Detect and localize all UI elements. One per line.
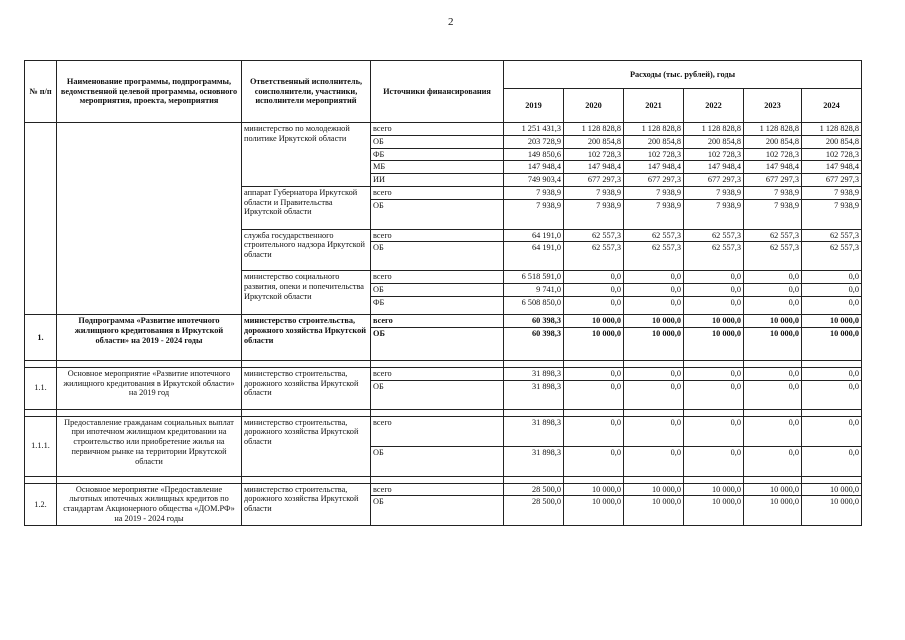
header-year: 2024 [802,89,862,123]
funding-source: ОБ [371,284,504,297]
expense-value: 6 508 850,0 [504,297,564,315]
expense-value: 0,0 [684,297,744,315]
expense-value: 62 557,3 [802,229,862,242]
expense-value: 0,0 [564,284,624,297]
table-row [25,416,862,446]
expense-value: 677 297,3 [684,174,744,187]
program-name [57,229,242,271]
spacer-cell [25,360,57,367]
expense-value: 64 191,0 [504,242,564,271]
expense-value: 0,0 [802,446,862,476]
expense-value: 149 850,6 [504,148,564,161]
expense-value: 200 854,8 [684,135,744,148]
expense-value: 62 557,3 [624,242,684,271]
spacer-cell [564,360,624,367]
expense-value: 62 557,3 [684,242,744,271]
expense-value: 147 948,4 [564,161,624,174]
responsible-executor: служба государственного строительного надзора Иркутской области [242,229,371,271]
row-number: 1.1.1. [25,416,57,476]
expense-value: 62 557,3 [684,229,744,242]
funding-source: ФБ [371,297,504,315]
expense-value: 10 000,0 [564,483,624,496]
expense-value: 102 728,3 [684,148,744,161]
expense-value: 0,0 [564,446,624,476]
expense-value: 0,0 [802,297,862,315]
expense-value: 64 191,0 [504,229,564,242]
expense-value: 0,0 [624,416,684,446]
responsible-executor: министерство строительства, дорожного хозяйства Иркутской области [242,483,371,526]
expense-value: 677 297,3 [802,174,862,187]
header-year: 2020 [564,89,624,123]
expense-value: 0,0 [684,446,744,476]
expense-value: 677 297,3 [564,174,624,187]
expense-value: 62 557,3 [564,242,624,271]
expense-value: 677 297,3 [744,174,802,187]
responsible-executor: министерство строительства, дорожного хозяйства Иркутской области [242,367,371,409]
table-row [25,186,862,199]
table-row [25,123,862,136]
header-year: 2022 [684,89,744,123]
expense-value: 10 000,0 [802,315,862,328]
expense-value: 0,0 [684,271,744,284]
expense-value: 10 000,0 [802,496,862,526]
expense-value: 7 938,9 [744,199,802,229]
expense-value: 7 938,9 [802,199,862,229]
expense-value: 0,0 [802,271,862,284]
expense-value: 0,0 [802,367,862,380]
expense-value: 10 000,0 [744,327,802,360]
expense-value: 1 128 828,8 [564,123,624,136]
program-name [57,123,242,187]
expense-value: 749 903,4 [504,174,564,187]
expense-value: 10 000,0 [624,315,684,328]
expense-value: 147 948,4 [684,161,744,174]
spacer-cell [504,360,564,367]
expense-value: 0,0 [684,367,744,380]
spacer-cell [684,409,744,416]
row-number [25,123,57,187]
funding-source: всего [371,367,504,380]
expense-value: 7 938,9 [684,186,744,199]
funding-source: ОБ [371,135,504,148]
table-row [25,367,862,380]
expense-value: 102 728,3 [802,148,862,161]
responsible-executor: министерство строительства, дорожного хозяйства Иркутской области [242,416,371,476]
spacer-cell [624,409,684,416]
responsible-executor: министерство по молодежной политике Иркутской области [242,123,371,187]
expense-value: 0,0 [744,297,802,315]
expense-value: 0,0 [624,367,684,380]
responsible-executor: аппарат Губернатора Иркутской области и Правительства Иркутской области [242,186,371,229]
expense-value: 31 898,3 [504,367,564,380]
funding-source: всего [371,123,504,136]
funding-source: ИИ [371,174,504,187]
funding-source: ОБ [371,327,504,360]
funding-source: всего [371,186,504,199]
expense-value: 102 728,3 [624,148,684,161]
expense-value: 0,0 [624,380,684,409]
expense-value: 10 000,0 [744,315,802,328]
spacer-cell [624,360,684,367]
spacer-cell [564,409,624,416]
expense-value: 10 000,0 [684,315,744,328]
responsible-executor: министерство строительства, дорожного хозяйства Иркутской области [242,315,371,361]
spacer-cell [504,476,564,483]
expense-value: 0,0 [744,284,802,297]
expense-value: 0,0 [624,271,684,284]
program-name [57,271,242,315]
row-number: 1.1. [25,367,57,409]
expense-value: 203 728,9 [504,135,564,148]
expense-value: 7 938,9 [684,199,744,229]
spacer-cell [684,476,744,483]
expense-value: 1 251 431,3 [504,123,564,136]
expense-value: 1 128 828,8 [802,123,862,136]
expense-value: 0,0 [744,416,802,446]
expense-value: 102 728,3 [564,148,624,161]
header-year: 2023 [744,89,802,123]
expense-value: 7 938,9 [624,199,684,229]
expense-value: 1 128 828,8 [684,123,744,136]
funding-source: ОБ [371,199,504,229]
funding-source: МБ [371,161,504,174]
expense-value: 7 938,9 [504,186,564,199]
expense-value: 62 557,3 [564,229,624,242]
expense-value: 0,0 [744,380,802,409]
funding-source: ОБ [371,242,504,271]
expense-value: 0,0 [802,284,862,297]
expense-value: 0,0 [802,416,862,446]
expense-value: 31 898,3 [504,380,564,409]
spacer-cell [25,409,57,416]
program-name: Основное мероприятие «Предоставление льготных ипотечных жилищных кредитов по стандартам Акционерного общества «ДОМ.РФ» на 2019 - 2024 годы [57,483,242,526]
expense-value: 0,0 [624,284,684,297]
expense-value: 200 854,8 [564,135,624,148]
expense-value: 7 938,9 [564,199,624,229]
expense-value: 10 000,0 [684,483,744,496]
spacer-cell [57,360,242,367]
spacer-cell [802,476,862,483]
expense-value: 9 741,0 [504,284,564,297]
header-year: 2019 [504,89,564,123]
expense-value: 0,0 [802,380,862,409]
spacer-cell [684,360,744,367]
spacer-cell [371,409,504,416]
expense-value: 677 297,3 [624,174,684,187]
expense-value: 10 000,0 [624,496,684,526]
expense-value: 147 948,4 [624,161,684,174]
expense-value: 0,0 [744,367,802,380]
expense-value: 200 854,8 [744,135,802,148]
expense-value: 0,0 [564,367,624,380]
expense-value: 0,0 [564,297,624,315]
expense-value: 0,0 [564,380,624,409]
row-number: 1. [25,315,57,361]
funding-source: всего [371,416,504,446]
program-name: Предоставление гражданам социальных выплат при ипотечном жилищном кредитовании на строительство или приобретение жилья на первичном рынке на территории Иркутской области [57,416,242,476]
spacer-row [25,409,862,416]
expense-value: 10 000,0 [564,315,624,328]
funding-source: всего [371,483,504,496]
spacer-cell [564,476,624,483]
expense-value: 7 938,9 [504,199,564,229]
expense-value: 10 000,0 [744,496,802,526]
expense-value: 10 000,0 [564,496,624,526]
expense-value: 102 728,3 [744,148,802,161]
expense-value: 0,0 [624,297,684,315]
expense-value: 7 938,9 [802,186,862,199]
expense-value: 62 557,3 [744,242,802,271]
expense-value: 0,0 [744,271,802,284]
expense-value: 0,0 [564,416,624,446]
header-responsible: Ответственный исполнитель, соисполнители, участники, исполнители мероприятий [242,61,371,123]
expense-value: 6 518 591,0 [504,271,564,284]
expense-value: 147 948,4 [802,161,862,174]
funding-source: всего [371,315,504,328]
expense-value: 1 128 828,8 [624,123,684,136]
spacer-row [25,476,862,483]
expense-value: 7 938,9 [744,186,802,199]
row-number: 1.2. [25,483,57,526]
expense-value: 10 000,0 [802,327,862,360]
table-row [25,483,862,496]
row-number [25,229,57,271]
expense-value: 28 500,0 [504,496,564,526]
spacer-cell [57,409,242,416]
expense-value: 0,0 [744,446,802,476]
spacer-cell [802,409,862,416]
expense-value: 7 938,9 [564,186,624,199]
spacer-cell [802,360,862,367]
expense-value: 60 398,3 [504,327,564,360]
expense-value: 62 557,3 [744,229,802,242]
expense-value: 147 948,4 [504,161,564,174]
expense-value: 10 000,0 [684,327,744,360]
responsible-executor: министерство социального развития, опеки и попечительства Иркутской области [242,271,371,315]
expense-value: 10 000,0 [624,327,684,360]
spacer-cell [371,476,504,483]
expense-value: 62 557,3 [802,242,862,271]
table-row [25,315,862,328]
expense-value: 0,0 [564,271,624,284]
funding-source: ФБ [371,148,504,161]
spacer-cell [57,476,242,483]
expense-value: 62 557,3 [624,229,684,242]
program-name: Основное мероприятие «Развитие ипотечного жилищного кредитования в Иркутской области» на 2019 год [57,367,242,409]
budget-table [24,60,862,526]
table-row [25,229,862,242]
expense-value: 28 500,0 [504,483,564,496]
header-expenses: Расходы (тыс. рублей), годы [504,61,862,89]
funding-source: всего [371,271,504,284]
expense-value: 200 854,8 [802,135,862,148]
expense-value: 0,0 [684,416,744,446]
expense-value: 31 898,3 [504,416,564,446]
spacer-cell [371,360,504,367]
expense-value: 0,0 [684,284,744,297]
expense-value: 10 000,0 [802,483,862,496]
row-number [25,186,57,229]
spacer-cell [504,409,564,416]
expense-value: 10 000,0 [684,496,744,526]
expense-value: 10 000,0 [624,483,684,496]
expense-value: 7 938,9 [624,186,684,199]
header-year: 2021 [624,89,684,123]
header-source: Источники финансирования [371,61,504,123]
expense-value: 0,0 [684,380,744,409]
spacer-cell [25,476,57,483]
expense-value: 200 854,8 [624,135,684,148]
table-row [25,271,862,284]
expense-value: 31 898,3 [504,446,564,476]
expense-value: 1 128 828,8 [744,123,802,136]
expense-value: 0,0 [624,446,684,476]
spacer-cell [744,409,802,416]
table-body [25,123,862,526]
spacer-cell [242,360,371,367]
spacer-row [25,360,862,367]
program-name [57,186,242,229]
spacer-cell [744,476,802,483]
funding-source: всего [371,229,504,242]
expense-value: 147 948,4 [744,161,802,174]
funding-source: ОБ [371,380,504,409]
header-num: № п/п [25,61,57,123]
spacer-cell [624,476,684,483]
funding-source: ОБ [371,446,504,476]
expense-value: 60 398,3 [504,315,564,328]
header-name: Наименование программы, подпрограммы, ведомственной целевой программы, основного мероприятия, проекта, мероприятия [57,61,242,123]
funding-source: ОБ [371,496,504,526]
row-number [25,271,57,315]
spacer-cell [744,360,802,367]
expense-value: 10 000,0 [564,327,624,360]
expense-value: 10 000,0 [744,483,802,496]
page-number: 2 [448,16,454,28]
program-name: Подпрограмма «Развитие ипотечного жилищного кредитования в Иркутской области» на 2019 - 2024 годы [57,315,242,361]
spacer-cell [242,476,371,483]
spacer-cell [242,409,371,416]
